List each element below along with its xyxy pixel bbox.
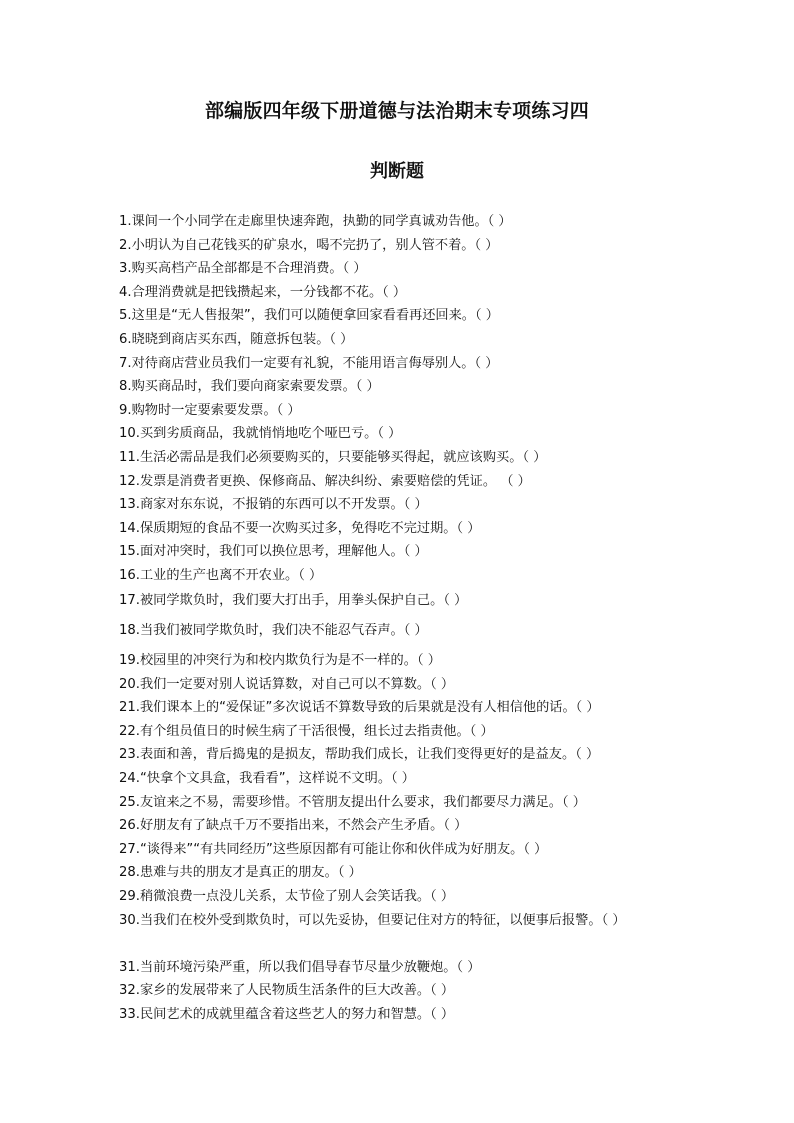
question-number: 1.	[119, 214, 132, 229]
question-item	[119, 400, 301, 421]
question-text: 合理消费就是把钱攒起来，一分钱都不花。（ ）	[131, 285, 407, 300]
question-number: 15.	[119, 544, 140, 559]
question-number: 3.	[119, 261, 132, 276]
question-text: 面对冲突时，我们可以换位思考，理解他人。（ ）	[139, 544, 428, 559]
question-number: 2.	[119, 238, 132, 253]
question-text: 购买商品时，我们要向商家索要发票。（ ）	[131, 379, 380, 394]
question-text: 发票是消费者更换、保修商品、解决纠纷、索要赔偿的凭证。 （ ）	[139, 474, 531, 489]
question-item	[119, 886, 454, 907]
question-item	[119, 423, 401, 444]
question-number: 11.	[119, 450, 140, 465]
question-text: 这里是“无人售报架”，我们可以随便拿回家看看再还回来。（ ）	[131, 308, 499, 323]
question-text: 课间一个小同学在走廊里快速奔跑，执勤的同学真诚劝告他。（ ）	[131, 214, 512, 229]
question-number: 9.	[119, 403, 132, 418]
question-text: 保质期短的食品不要一次购买过多，免得吃不完过期。（ ）	[139, 521, 481, 536]
section-title: 判断题	[370, 161, 424, 182]
question-item	[119, 565, 322, 586]
question-number: 19.	[119, 653, 140, 668]
document-title: 部编版四年级下册道德与法治期末专项练习四	[204, 100, 589, 122]
question-number: 4.	[119, 285, 132, 300]
question-number: 8.	[119, 379, 132, 394]
question-item	[119, 447, 546, 468]
question-number: 31.	[119, 960, 140, 975]
question-item	[119, 909, 654, 932]
question-number: 10.	[119, 426, 140, 441]
question-text: 我们课本上的“爱保证”多次说话不算数导致的后果就是没有人相信他的话。（ ）	[139, 700, 600, 715]
question-text: 稍微浪费一点没儿关系，太节俭了别人会笑话我。（ ）	[139, 889, 455, 904]
question-text: 表面和善，背后捣鬼的是损友，帮助我们成长，让我们变得更好的是益友。（ ）	[139, 747, 600, 762]
question-item	[119, 541, 428, 562]
question-item	[119, 980, 454, 1001]
question-number: 25.	[119, 795, 140, 810]
question-text: 民间艺术的成就里蕴含着这些艺人的努力和智慧。（ ）	[139, 1007, 455, 1022]
question-text: 患难与共的朋友才是真正的朋友。（ ）	[139, 865, 362, 880]
question-item	[119, 329, 353, 350]
question-number: 22.	[119, 724, 140, 739]
question-item	[119, 1004, 454, 1025]
question-number: 27.	[119, 842, 140, 857]
question-item	[119, 282, 406, 303]
question-item	[119, 792, 586, 813]
question-text: 购物时一定要索要发票。（ ）	[131, 403, 301, 418]
question-number: 6.	[119, 332, 132, 347]
question-item	[119, 674, 454, 695]
question-text: 当前环境污染严重，所以我们倡导春节尽量少放鞭炮。（ ）	[139, 960, 481, 975]
question-item	[119, 744, 599, 765]
question-number: 16.	[119, 568, 140, 583]
question-text: 生活必需品是我们必须要购买的，只要能够买得起，就应该购买。（ ）	[139, 450, 547, 465]
question-item	[119, 258, 367, 279]
question-item	[119, 235, 498, 256]
question-item	[119, 768, 415, 789]
question-text: 当我们在校外受到欺负时，可以先妥协，但要记住对方的特征，以便事后报警。（ ）	[139, 913, 626, 928]
question-number: 21.	[119, 700, 140, 715]
question-item	[119, 211, 512, 232]
question-number: 24.	[119, 771, 140, 786]
question-number: 20.	[119, 677, 140, 692]
question-text: “谈得来”“有共同经历”这些原因都有可能让你和伙伴成为好朋友。（ ）	[139, 842, 548, 857]
question-item	[119, 518, 480, 539]
question-number: 13.	[119, 497, 140, 512]
question-number: 29.	[119, 889, 140, 904]
question-item	[119, 721, 494, 742]
question-number: 32.	[119, 983, 140, 998]
question-number: 5.	[119, 308, 132, 323]
question-item	[119, 957, 480, 978]
question-number: 26.	[119, 818, 140, 833]
question-text: 对待商店营业员我们一定要有礼貌，不能用语言侮辱别人。（ ）	[131, 356, 499, 371]
question-text: 商家对东东说，不报销的东西可以不开发票。（ ）	[139, 497, 428, 512]
question-number: 7.	[119, 356, 132, 371]
question-text: 我们一定要对别人说话算数，对自己可以不算数。（ ）	[139, 677, 455, 692]
question-item	[119, 839, 547, 860]
question-text: 家乡的发展带来了人民物质生活条件的巨大改善。（ ）	[139, 983, 455, 998]
question-item	[119, 353, 498, 374]
question-text: 校园里的冲突行为和校内欺负行为是不一样的。（ ）	[139, 653, 441, 668]
question-text: 当我们被同学欺负时，我们决不能忍气吞声。（ ）	[139, 623, 428, 638]
question-number: 28.	[119, 865, 140, 880]
question-text: 买到劣质商品，我就悄悄地吃个哑巴亏。（ ）	[139, 426, 402, 441]
question-text: 友谊来之不易，需要珍惜。不管朋友提出什么要求，我们都要尽力满足。（ ）	[139, 795, 586, 810]
question-text: 购买高档产品全部都是不合理消费。（ ）	[131, 261, 367, 276]
question-item	[119, 862, 362, 883]
question-item	[119, 471, 531, 492]
question-item	[119, 590, 467, 611]
question-item	[119, 376, 380, 397]
question-item	[119, 620, 428, 641]
question-item	[119, 697, 600, 718]
question-number: 18.	[119, 623, 140, 638]
question-number: 33.	[119, 1007, 140, 1022]
question-text: 工业的生产也离不开农业。（ ）	[139, 568, 323, 583]
question-number: 23.	[119, 747, 140, 762]
question-item	[119, 494, 428, 515]
question-text: “快拿个文具盒，我看看”，这样说不文明。（ ）	[139, 771, 415, 786]
question-text: 有个组员值日的时候生病了干活很慢，组长过去指责他。（ ）	[139, 724, 494, 739]
question-number: 14.	[119, 521, 140, 536]
question-number: 12.	[119, 474, 140, 489]
question-text: 晓晓到商店买东西，随意拆包装。（ ）	[131, 332, 354, 347]
question-item	[119, 650, 441, 671]
question-number: 30.	[119, 913, 140, 928]
question-number: 17.	[119, 593, 140, 608]
question-text: 小明认为自己花钱买的矿泉水，喝不完扔了，别人管不着。（ ）	[131, 238, 499, 253]
question-text: 好朋友有了缺点千万不要指出来，不然会产生矛盾。（ ）	[139, 818, 468, 833]
question-item	[119, 815, 467, 836]
question-text: 被同学欺负时，我们要大打出手，用拳头保护自己。（ ）	[139, 593, 468, 608]
question-item	[119, 305, 499, 326]
